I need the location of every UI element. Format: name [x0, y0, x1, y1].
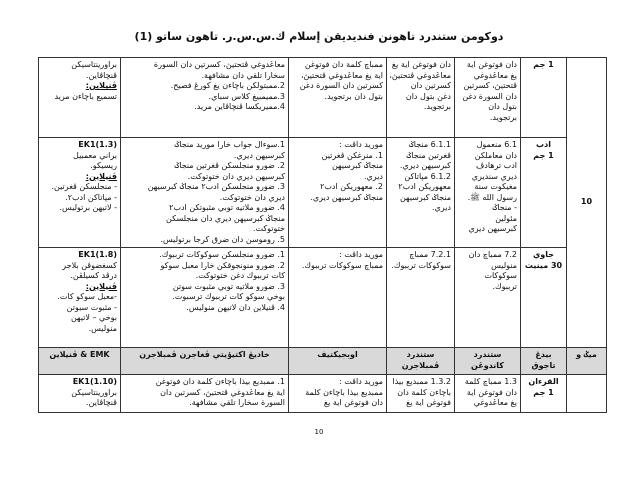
- cell-line: - مثبوت سبوتن: [66, 302, 117, 312]
- cell-line: ڤنيلاين:: [85, 281, 117, 291]
- objective-cell: [289, 138, 387, 248]
- week-cell: [567, 375, 607, 413]
- cell-line: كسرتين دان ﺍﻟﺴﻮﺭﺓ دغن: [299, 81, 383, 90]
- cell-line: 3. ضورو ملاتيه توبي مثبوت سوتن: [172, 281, 285, 291]
- header-learning-standard: ستندرد ڤمبلاجرن: [387, 348, 455, 375]
- cell-line: موريد داڤت :: [339, 377, 383, 386]
- cell-line: 1 جم: [533, 60, 554, 69]
- cell-line: 1. ضورو منجلسكن سوكوكات ترببوك.: [159, 250, 285, 259]
- cell-line: ادب: [536, 140, 551, 149]
- cell-line: 1.3 ممباچ كلمة: [464, 377, 517, 386]
- cell-line: مئولين: [495, 213, 517, 223]
- cell-line: براني معمبيل: [73, 150, 117, 160]
- topic-cell: [521, 375, 567, 413]
- cell-line: ڤنچاڤاين.: [86, 70, 117, 80]
- cell-line: درڤد كسيلڤن.: [70, 271, 117, 280]
- cell-line: بتول دان: [488, 102, 517, 111]
- cell-line: بتول دان برتجويد.: [324, 91, 383, 101]
- cell-line: معاڠدوغي ڤتحتيڽ،: [389, 70, 451, 80]
- cell-line: سوكوكات ترببوك.: [391, 260, 451, 270]
- cell-line: منوليس.: [88, 323, 117, 333]
- cell-line: كبرسيهن ديري دان ختوتوكت.: [187, 171, 285, 181]
- cell-line: برتجويد.: [489, 112, 517, 122]
- cell-line: 4. ضورو ملاتيه توبي مثبوتكن ادب٢: [169, 203, 285, 212]
- cell-line: بوخي – لاتيهن: [70, 313, 117, 322]
- cell-line: ريسيكو.: [90, 161, 117, 170]
- cell-line: ڤتحتيڽ، كسرتين: [463, 81, 517, 90]
- content-standard-cell: [455, 58, 521, 138]
- cell-line: - مڽاتاكن ادب٢.: [65, 192, 117, 202]
- cell-line: 5. روموسن دان ضرق كرجا برتوليس.: [160, 234, 285, 244]
- content-standard-cell: [455, 375, 521, 413]
- cell-line: ڤغرتين منجاݢ: [406, 150, 451, 160]
- cell-line: - منجلسكن ڤغرتين.: [51, 182, 117, 191]
- cell-line: دان فوتوغن اية يغ: [391, 60, 451, 69]
- cell-line: دان ﺍﻟﺴﻮﺭﺓ دغن: [462, 91, 517, 101]
- cell-line: سوكوكات: [484, 271, 517, 280]
- cell-line: كبرسيهن ديري: [468, 224, 517, 233]
- cell-line: ديري.: [431, 203, 451, 212]
- content-standard-cell: [455, 248, 521, 348]
- cell-line: 1. منرغكن ڤغرتين: [321, 150, 383, 160]
- cell-line: EK1(1.10): [72, 377, 117, 386]
- cell-line: كبرسيهن ديري.: [399, 161, 451, 170]
- cell-line: فوتوغن اية يغ: [406, 398, 451, 407]
- cell-line: ادب ترهادڤ: [475, 161, 517, 170]
- table-row: [39, 138, 607, 248]
- cell-line: بوخي سوكو كات ترببوك ترسبوت.: [172, 292, 285, 301]
- cell-line: ديري دان ختوتوكت.: [219, 192, 285, 202]
- table-row: [39, 58, 607, 138]
- cell-line: 4.مميريكسا ڤنچاڤاين مريد.: [194, 102, 285, 111]
- header-emk: EMK & ڤنيلاين: [39, 348, 121, 375]
- cell-line: براورينتاسيكن: [71, 60, 117, 69]
- cell-line: ممباچ كلمة دان فوتوغن: [304, 60, 383, 69]
- cell-line: ترببوك.: [492, 281, 517, 291]
- objective-cell: [289, 248, 387, 348]
- cell-line: 1 جم: [533, 387, 554, 397]
- cell-line: القرءان: [528, 377, 559, 386]
- lesson-plan-table: [38, 57, 607, 413]
- learning-standard-cell: [387, 58, 455, 138]
- header-content-standard: ستندرد كاندوڠن: [455, 348, 521, 375]
- cell-line: باچاءن كلمة دان: [397, 387, 451, 397]
- cell-line: 3. ضورو منجلسكن ادب٢ منجاݢ كبرسيهن: [147, 182, 285, 191]
- cell-line: كسرتين دان: [410, 81, 451, 90]
- learning-standard-cell: [387, 138, 455, 248]
- cell-line: 6.1.1 منجاݢ: [409, 140, 451, 149]
- activity-cell: [121, 375, 289, 413]
- cell-line: 1 جم: [533, 150, 554, 160]
- cell-line: 1.3.2 ممبديع بيذا: [392, 377, 451, 386]
- cell-line: منوليس: [491, 260, 517, 270]
- cell-line: ڤنيلاين:: [85, 81, 117, 90]
- cell-line: براورينتاسيكن: [71, 387, 117, 397]
- objective-cell: [289, 375, 387, 413]
- activity-cell: [121, 58, 289, 138]
- cell-line: معاڠدوغي ڤتحتيڽ، كسرتين دان ﺍﻟﺴﻮﺭﺓ: [153, 60, 285, 69]
- cell-line: دان فوتوغن اية: [466, 387, 517, 397]
- cell-line: ڤنيلاين:: [85, 171, 117, 181]
- cell-line: -معبل سوكو كات.: [57, 292, 117, 301]
- cell-line: معهوريكن ادب٢: [398, 182, 451, 191]
- cell-line: ڤنچاڤاين.: [86, 398, 117, 407]
- table-row: [39, 248, 607, 348]
- cell-line: ديري.: [363, 171, 383, 181]
- cell-line: - منجاݢ: [492, 203, 517, 212]
- emk-assessment-cell: [39, 138, 121, 248]
- cell-line: يغ معاڠدوغي: [473, 70, 517, 80]
- activity-cell: [121, 138, 289, 248]
- emk-assessment-cell: [39, 248, 121, 348]
- header-topic: بيدڠ تاجوق: [521, 348, 567, 375]
- page-number: 10: [314, 428, 324, 436]
- cell-line: 3.مميمبيغ كلاس سباي.: [208, 91, 285, 101]
- header-week: ميݢ و: [567, 348, 607, 375]
- cell-line: برتجويد.: [423, 102, 451, 111]
- cell-line: منجاݢ كبرسيهن ديري.: [310, 192, 383, 202]
- cell-line: 1.سوءال جواب خارا موريد منجاݢ: [174, 140, 285, 149]
- cell-line: تسميع باچاءن مريد: [54, 91, 117, 101]
- emk-assessment-cell: [39, 375, 121, 413]
- header-row: [39, 348, 607, 375]
- cell-line: جاوي: [532, 250, 555, 259]
- cell-line: منجاݢ كبرسيهن: [399, 192, 451, 202]
- cell-line: 2. معهوريكن ادب٢: [320, 182, 383, 191]
- topic-cell: [521, 248, 567, 348]
- cell-line: دان فوتوغن اية: [466, 60, 517, 69]
- cell-line: منجاݢ كبرسيهن ديري دان منجلسكن: [166, 213, 285, 223]
- cell-line: مغيكوت سنة: [474, 182, 517, 191]
- learning-standard-cell: [387, 375, 455, 413]
- cell-line: 2. ضورو منجلسكن ڤغرتين منجاݢ: [174, 161, 285, 170]
- cell-line: 2. ضورو منونجوقكن خارا معبل سوكو: [160, 260, 285, 270]
- cell-line: 4. ڤنيلاين دان لاتيهن منوليس.: [186, 302, 285, 312]
- cell-line: كبرسيهن ديري.: [233, 150, 285, 160]
- cell-line: ختوتوكت.: [252, 224, 285, 233]
- table-row: [39, 375, 607, 413]
- emk-assessment-cell: [39, 58, 121, 138]
- cell-line: 2.ممبتولكن باچاءن يغ كورڠ ﻓﺼﻴﺢ.: [170, 81, 285, 90]
- cell-line: منجاݢ كبرسيهن: [331, 161, 383, 170]
- cell-line: موريد داڤت :: [339, 250, 383, 259]
- cell-line: دغن بتول دان: [405, 91, 451, 101]
- cell-line: دان معاملكن: [474, 150, 517, 160]
- cell-line: كات ترببوك دغن ختوتوكت.: [195, 271, 285, 280]
- cell-line: EK1(1.3): [78, 140, 117, 149]
- activity-cell: [121, 248, 289, 348]
- page-title: دوكومن ستندرد تاهونن فنديديقن إسلام ك.س.س.ر. تاهون ساتو (1): [134, 30, 504, 43]
- objective-cell: [289, 58, 387, 138]
- cell-line: 30 مينيت: [524, 260, 563, 270]
- topic-cell: [521, 58, 567, 138]
- cell-line: رسول الله ﷺ.: [467, 192, 517, 202]
- cell-line: 6.1 منعمول: [476, 140, 517, 149]
- cell-line: موريد داڤت :: [339, 140, 383, 149]
- cell-line: يغ معاڠدوغي: [473, 398, 517, 407]
- cell-line: - لاتيهن برتوليس.: [59, 203, 117, 212]
- cell-line: ﺍﻟﺴﻮﺭﺓ سخارا تلقي ﻣﺸﺎﻓﻬﺔ.: [189, 398, 285, 407]
- cell-line: كسغضوڤن بلاجر: [62, 260, 117, 270]
- topic-cell: [521, 138, 567, 248]
- content-standard-cell: [455, 138, 521, 248]
- cell-line: 1. ممبديع بيذا باچاءن كلمة دان فوتوغن: [155, 377, 285, 386]
- cell-line: اية يغ معاڠدوغي ڤتحتيڽ، كسرتين دان: [160, 387, 285, 397]
- cell-line: ديري سنديري: [471, 171, 517, 181]
- cell-line: اية يغ معاڠدوغي ڤتحتيڽ،: [300, 70, 383, 80]
- cell-line: ممباچ سوكوكات ترببوك.: [301, 260, 383, 270]
- cell-line: دان فوتوغن اية يغ: [323, 398, 383, 407]
- cell-line: 6.1.2 مڽاتاكن: [404, 171, 451, 181]
- cell-line: 7.2.1 ممباچ: [409, 250, 451, 259]
- learning-standard-cell: [387, 248, 455, 348]
- cell-line: EK1(1.8): [78, 250, 117, 259]
- header-objective: اوبجيكتيف: [289, 348, 387, 375]
- cell-line: ممبديع بيذا باچاءن كلمة: [305, 387, 383, 397]
- cell-line: 7.2 ممباچ دان: [468, 250, 517, 259]
- header-activity: خاديڠ اكتيۏيتي ڤغاجرن ڤمبلاجرن: [121, 348, 289, 375]
- week-cell: 10: [567, 58, 607, 348]
- cell-line: سخارا تلقي دان ﻣﺸﺎﻓﻬﺔ.: [201, 70, 285, 80]
